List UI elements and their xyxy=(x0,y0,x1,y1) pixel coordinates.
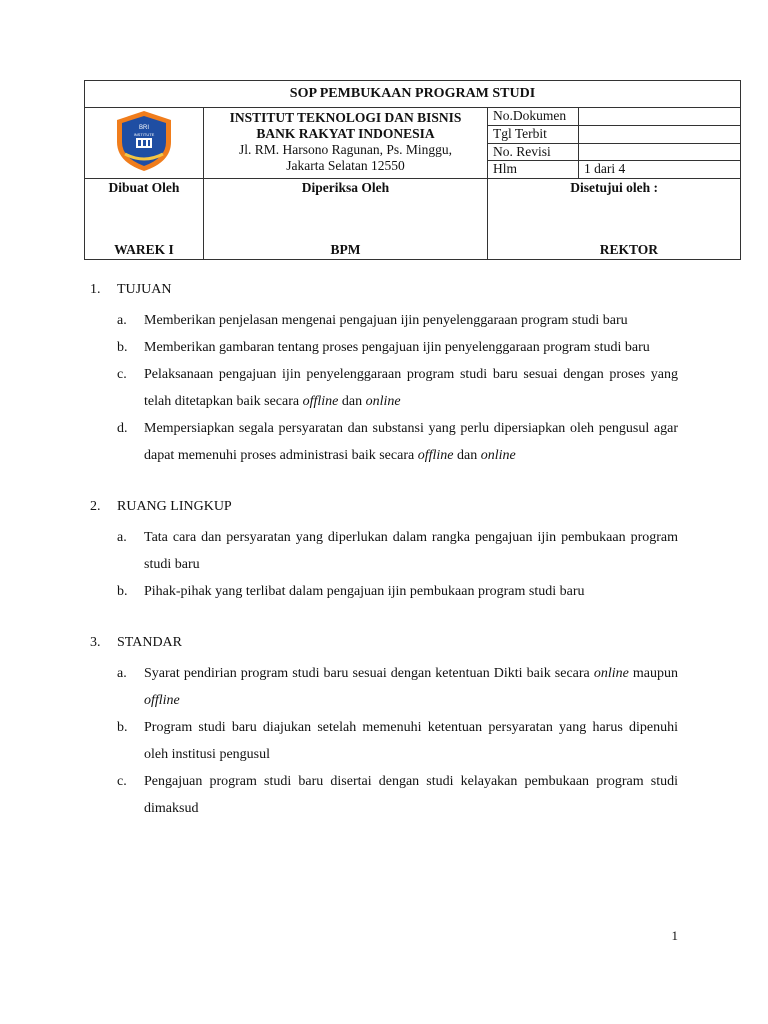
section-title: RUANG LINGKUP xyxy=(117,499,232,514)
signature-cell-checked xyxy=(204,179,488,260)
item-text: Pihak-pihak yang terlibat dalam pengajuan ijin pembukaan program studi baru xyxy=(144,584,585,599)
meta-value xyxy=(579,125,741,143)
section-number: 2. xyxy=(90,499,101,514)
item-letter: d. xyxy=(117,421,128,436)
address-line2: Jakarta Selatan 12550 xyxy=(286,158,405,173)
section-title: TUJUAN xyxy=(117,282,172,297)
item-letter: a. xyxy=(117,666,127,681)
meta-label: Hlm xyxy=(488,161,579,179)
signature-role: Disetujui oleh : xyxy=(570,180,658,195)
signature-cell-created xyxy=(85,179,204,260)
signature-cell-approved xyxy=(488,179,741,260)
item-text: Pengajuan program studi baru disertai dengan studi kelayakan pembukaan program studi dimaksud xyxy=(144,774,678,816)
list-item xyxy=(117,660,678,714)
section-title: STANDAR xyxy=(117,635,182,650)
institute-logo xyxy=(111,108,177,174)
list-item xyxy=(117,307,678,334)
section-number: 1. xyxy=(90,282,101,297)
logo-cell xyxy=(85,108,204,179)
institution-name-line2: BANK RAKYAT INDONESIA xyxy=(256,126,435,141)
signature-name: BPM xyxy=(330,242,361,257)
item-text: Tata cara dan persyaratan yang diperlukan dalam rangka pengajuan ijin pembukaan program studi baru xyxy=(144,530,678,572)
meta-value xyxy=(579,108,741,126)
document-body xyxy=(90,280,678,850)
item-letter: a. xyxy=(117,313,127,328)
logo-text-mid: INSTITUTE xyxy=(133,132,155,137)
item-letter: b. xyxy=(117,720,128,735)
item-letter: c. xyxy=(117,367,127,382)
item-text: Memberikan gambaran tentang proses pengajuan ijin penyelenggaraan program studi baru xyxy=(144,340,650,355)
list-item xyxy=(117,361,678,415)
logo-text-top: BRI xyxy=(138,125,150,131)
item-text: Syarat pendirian program studi baru sesuai dengan ketentuan Dikti baik secara online maupun offline xyxy=(144,666,678,708)
document-title: SOP PEMBUKAAN PROGRAM STUDI xyxy=(85,81,741,108)
list-item xyxy=(117,524,678,578)
item-text: Program studi baru diajukan setelah memenuhi ketentuan persyaratan yang harus dipenuhi oleh institusi pengusul xyxy=(144,720,678,762)
meta-value xyxy=(579,143,741,161)
list-item xyxy=(117,714,678,768)
section-number: 3. xyxy=(90,635,101,650)
sop-header-table xyxy=(84,80,741,260)
institution-block xyxy=(204,108,488,179)
item-letter: b. xyxy=(117,340,128,355)
list-item xyxy=(117,415,678,469)
item-text: Memberikan penjelasan mengenai pengajuan ijin penyelenggaraan program studi baru xyxy=(144,313,628,328)
meta-label: No. Revisi xyxy=(488,143,579,161)
signature-name: REKTOR xyxy=(599,242,658,257)
list-item xyxy=(117,768,678,822)
section-ruang-lingkup xyxy=(90,497,678,605)
item-letter: a. xyxy=(117,530,127,545)
item-letter: c. xyxy=(117,774,127,789)
signature-role: Dibuat Oleh xyxy=(108,180,180,195)
item-text: Mempersiapkan segala persyaratan dan substansi yang perlu dipersiapkan oleh pengusul agar dapat memenuhi proses administrasi baik secara offline dan online xyxy=(144,421,678,463)
item-text: Pelaksanaan pengajuan ijin penyelenggaraan program studi baru sesuai dengan proses yang telah ditetapkan baik secara offline dan online xyxy=(144,367,678,409)
meta-value: 1 dari 4 xyxy=(579,161,741,179)
section-standar xyxy=(90,633,678,822)
meta-label: Tgl Terbit xyxy=(488,125,579,143)
institution-name-line1: INSTITUT TEKNOLOGI DAN BISNIS xyxy=(229,110,462,125)
item-letter: b. xyxy=(117,584,128,599)
section-tujuan xyxy=(90,280,678,469)
list-item xyxy=(117,578,678,605)
list-item xyxy=(117,334,678,361)
meta-label: No.Dokumen xyxy=(488,108,579,126)
signature-role: Diperiksa Oleh xyxy=(301,180,390,195)
address-line1: Jl. RM. Harsono Ragunan, Ps. Minggu, xyxy=(238,142,452,157)
signature-name: WAREK I xyxy=(114,242,174,257)
page-number: 1 xyxy=(671,928,678,943)
